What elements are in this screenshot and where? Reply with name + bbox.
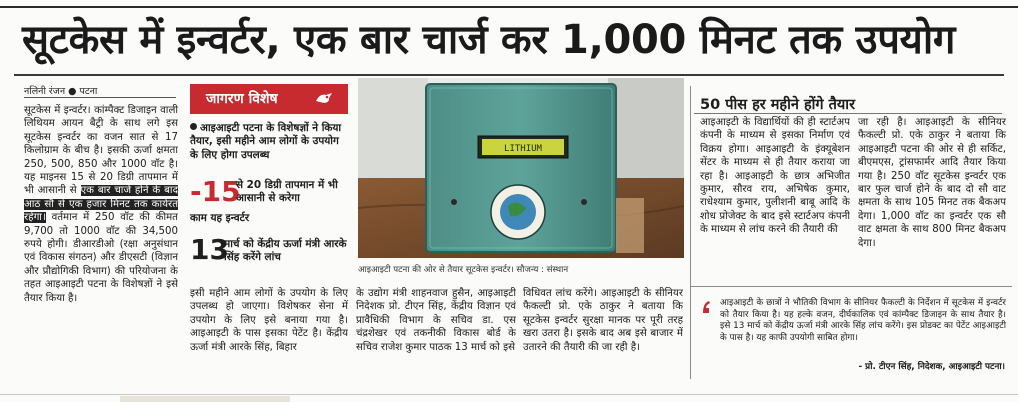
bottom-edge — [0, 394, 1018, 395]
highlight-point-1: आइआइटी पटना के विशेषज्ञों ने किया तैयार, इसी महीने आम लोगों के उपयोग के लिए होगा उपलब्ध — [190, 122, 342, 161]
article-column-1 — [24, 104, 178, 396]
quote-attribution: - प्रो. टीएन सिंह, निदेशक, आइआइटी पटना। — [858, 362, 1005, 372]
sidebar-column-1: आइआइटी के विद्यार्थियों की ही स्टार्टअप कंपनी के माध्यम से इसका निर्माण एवं विक्रय होगा। आइआइटी के इंक्यूबेशन सेंटर के माध्यम से ही तैयार कराया जा रहा है। आइआइटी के छात्र अभिजीत कुमार, सौरव राय, अभिषेक कुमार, राधेश्याम कुमार, पुलीशनी बाबू आदि के शोध प्रोजेक्ट के बाद इसे स्टार्टअप कंपनी के माध्यम से लांच करने की तैयारी की — [700, 117, 850, 236]
byline-rule — [24, 97, 176, 98]
sidebar-heading: 50 पीस हर महीने होंगे तैयार — [700, 97, 855, 113]
top-rule — [0, 6, 1018, 8]
jagran-special-box — [190, 84, 348, 280]
sidebar-left-border — [690, 86, 691, 379]
jagran-special-banner — [190, 84, 348, 114]
bullet-icon — [190, 123, 197, 130]
suitcase-inverter-image — [358, 78, 684, 258]
director-quote: आइआइटी के छात्रों ने भौतिकी विभाग के सीनियर फैकल्टी के निर्देशन में सूटकेस में इन्वर्टर को तैयार किया है। यह हल्के वजन, दीर्घकालिक एवं कांम्पैक्ट डिजाइन के साथ तैयार है। इसे 13 मार्च को केंद्रीय ऊर्जा मंत्री आरके सिंह लांच करेंगे। इस प्रोडक्ट का पेटेंट आइआइटी के पास है। यह काफी उपयोगी साबित होगा। — [720, 298, 1006, 343]
inverter-photo — [358, 78, 684, 258]
highlight-point-temperature: से 20 डिग्री तापमान में भी आसानी से करेगा — [236, 179, 338, 205]
column-1-highlight: एक बार चार्ज होने के बाद आठ सौ से एक हजार मिनट तक कार्यरत रहेगा। — [24, 185, 178, 224]
headline-rule — [14, 74, 1004, 76]
jagran-special-label: जागरण विशेष — [206, 91, 278, 107]
highlight-point-launch: मार्च को केंद्रीय ऊर्जा मंत्री आरके सिंह करेंगे लांच — [224, 238, 347, 264]
highlight-point-temperature-cont: काम यह इन्वर्टर — [190, 212, 250, 224]
paper-fold — [120, 396, 290, 402]
big-number-date: 13 — [190, 233, 229, 266]
quote-box-top-rule — [690, 286, 1012, 287]
column-1-text-continued: वर्तमान में 250 वॉट की कीमत 9,700 तो 1000 वॉट की 34,500 रुपये होगी। डीआरडीओ (रक्षा अनुसंधान एवं विकास संगठन) और डीएसटी (विज्ञान और प्रौद्योगिकी विभाग) की परियोजना के तहत आइआइटी पटना के विशेषज्ञों ने इसे तैयार किया है। — [24, 212, 178, 304]
jagran-logo-icon — [314, 91, 334, 105]
column-1-text: सूटकेस में इन्वर्टर। कांम्पैक्ट डिजाइन वाली लिथियम आयन बैट्री के साथ लगे इस सूटकेस इन्वर्टर का वजन सात से 17 किलोग्राम के बीच है। इसकी ऊर्जा क्षमता 250, 500, 850 और 1000 वॉट है। यह माइनस 15 से 20 डिग्री तापमान में भी आसानी से — [24, 105, 178, 197]
article-column-4: विधिवत लांच करेंगे। आइआइटी के सीनियर फैकल्टी प्रो. एके ठाकुर ने बताया कि सूटकेस इन्वर्टर सुरक्षा मानक पर पूरी तरह खरा उतरा है। इसके बाद अब इसे बाजार में उतारने की तैयारी की जा रही है। — [523, 288, 683, 353]
article-column-3: के उद्योग मंत्री शाहनवाज हुसैन, आइआइटी निदेशक प्रो. टीएन सिंह, केंद्रीय विज्ञान एवं प्रावैधिकी विभाग के सचिव डा. एस चंद्रशेखर एवं तकनीकी विकास बोर्ड के सचिव राजेश कुमार पाठक 13 मार्च को इसे — [356, 288, 516, 353]
sidebar-heading-rule — [694, 113, 1002, 114]
big-number-temperature: -15 — [190, 175, 241, 208]
sidebar-column-2: जा रही है। आइआइटी के सीनियर फैकल्टी प्रो. एके ठाकुर ने बताया कि आइआइटी पटना की ओर से ही सर्किट, बीएमएस, ट्रांसफार्मर आदि तैयार किया गया है। 250 वॉट सूटकेस इन्वर्टर एक बार फुल चार्ज होने के बाद दो सौ वाट क्षमता के साथ 105 मिनट तक बैकअप देगा। 1,000 वॉट का इन्वर्टर एक सौ वाट क्षमता के साथ 800 मिनट बैकअप देगा। — [858, 117, 1006, 249]
photo-caption: आइआइटी पटना की ओर से तैयार सूटकेस इन्वर्टर। सौजन्य : संस्थान — [358, 265, 569, 275]
lcd-display-text: LITHIUM — [504, 144, 542, 154]
headline: सूटकेस में इन्वर्टर, एक बार चार्ज कर 1,000 मिनट तक उपयोग — [22, 17, 956, 63]
byline: नलिनी रंजन ● पटना — [24, 86, 98, 97]
article-column-2: इसी महीने आम लोगों के उपयोग के लिए उपलब्ध हो जाएगा। विशेषकर सेना में उपयोग के लिए इसे बनाया गया है। आइआइटी के पास इसका पेटेंट है। केंद्रीय ऊर्जा मंत्री आरके सिंह, बिहार — [190, 288, 348, 353]
quote-mark-icon — [702, 300, 718, 314]
